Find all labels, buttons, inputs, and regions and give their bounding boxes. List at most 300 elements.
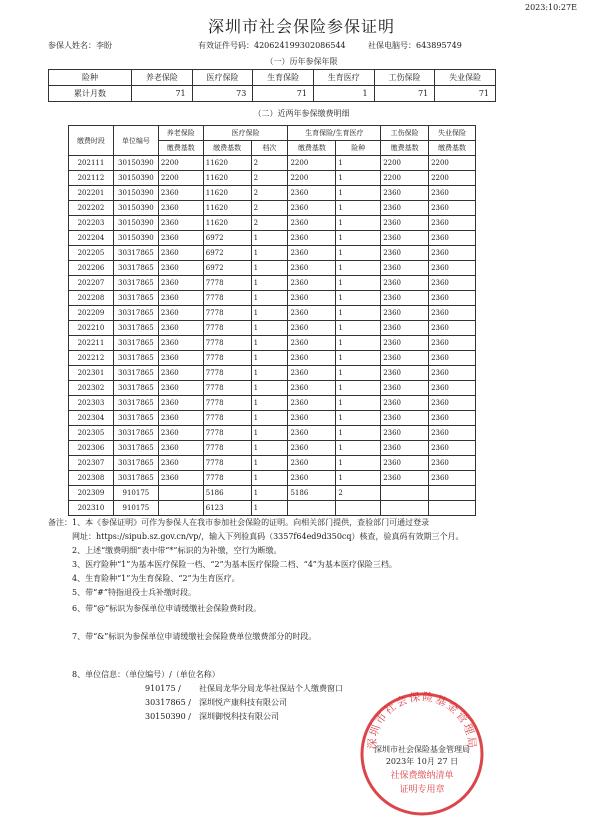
table-cell: 1	[251, 351, 288, 366]
table-row	[69, 156, 476, 171]
table-cell: 30317865	[113, 366, 158, 381]
summary-value-row	[49, 86, 496, 102]
table-cell: 1	[336, 171, 381, 186]
seal-date: 2023年 10月 27 日	[385, 757, 459, 766]
table-row	[69, 276, 476, 291]
table-cell: 30317865	[113, 411, 158, 426]
table-cell: 2360	[429, 321, 476, 336]
table-cell: 2360	[158, 186, 203, 201]
table-cell: 2360	[158, 231, 203, 246]
table-cell: 2360	[288, 351, 336, 366]
unit-item: 910175 / 社保局龙华分局龙华社保站个人缴费窗口	[145, 684, 343, 693]
table-cell: 30317865	[113, 306, 158, 321]
table-cell: 30317865	[113, 276, 158, 291]
table-cell: 30150390	[113, 201, 158, 216]
table-cell: 1	[251, 381, 288, 396]
table-cell: 202205	[69, 246, 114, 261]
table-row	[69, 486, 476, 501]
table-cell: 2360	[288, 246, 336, 261]
table-cell: 2	[251, 186, 288, 201]
table-cell: 1	[251, 321, 288, 336]
table-cell: 30317865	[113, 351, 158, 366]
table-cell: 2360	[381, 381, 429, 396]
table-cell: 2360	[381, 291, 429, 306]
insured-name: 参保人姓名：李盼	[48, 41, 112, 50]
summary-value: 71	[253, 86, 314, 102]
table-cell: 2360	[429, 231, 476, 246]
table-cell: 2360	[381, 321, 429, 336]
table-cell: 7778	[203, 306, 251, 321]
table-cell: 2360	[429, 411, 476, 426]
table-cell: 1	[251, 396, 288, 411]
table-row	[69, 216, 476, 231]
header-maternity: 生育保险/生育医疗	[288, 126, 381, 141]
table-cell: 2360	[429, 471, 476, 486]
table-cell: 30317865	[113, 426, 158, 441]
table-cell: 1	[336, 381, 381, 396]
header-injury: 工伤保险	[381, 126, 429, 141]
table-cell: 2360	[158, 321, 203, 336]
table-row	[69, 366, 476, 381]
si-number: 社保电脑号：643895749	[368, 41, 462, 50]
table-cell: 30150390	[113, 231, 158, 246]
table-cell: 2200	[381, 156, 429, 171]
table-cell: 2	[251, 216, 288, 231]
table-row	[69, 201, 476, 216]
table-row	[69, 471, 476, 486]
seal-line4: 证明专用章	[399, 785, 445, 795]
table-cell: 1	[251, 441, 288, 456]
table-cell: 2200	[429, 171, 476, 186]
table-cell: 2360	[381, 276, 429, 291]
table-cell: 2360	[288, 471, 336, 486]
note-5: 5、带“#”特指退役士兵补缴时段。	[72, 588, 196, 597]
table-cell: 2360	[429, 351, 476, 366]
summary-header-cell: 失业保险	[435, 70, 496, 86]
notes	[48, 516, 464, 600]
table-cell: 202206	[69, 261, 114, 276]
table-row	[69, 306, 476, 321]
table-cell: 30317865	[113, 261, 158, 276]
table-cell: 1	[336, 201, 381, 216]
table-cell: 2360	[158, 216, 203, 231]
table-cell: 30317865	[113, 321, 158, 336]
table-cell: 202204	[69, 231, 114, 246]
table-cell: 2360	[158, 426, 203, 441]
table-row	[69, 381, 476, 396]
subheader-type: 险种	[336, 141, 381, 156]
table-cell: 2360	[158, 306, 203, 321]
table-cell	[429, 501, 476, 516]
table-cell: 1	[251, 471, 288, 486]
table-cell: 202302	[69, 381, 114, 396]
table-cell: 1	[336, 426, 381, 441]
table-cell: 30317865	[113, 396, 158, 411]
unit-item: 30150390 / 深圳御悦科技有限公司	[145, 712, 279, 721]
summary-header-cell: 险种	[49, 70, 132, 86]
table-row	[69, 411, 476, 426]
summary-row-label: 累计月数	[49, 86, 132, 102]
table-cell: 1	[336, 366, 381, 381]
table-cell: 2360	[381, 246, 429, 261]
table-row	[69, 336, 476, 351]
header-medical: 医疗保险	[203, 126, 288, 141]
table-cell: 2360	[429, 441, 476, 456]
detail-header-row	[69, 126, 476, 141]
table-cell: 1	[251, 291, 288, 306]
print-timestamp: 2023:10:27E	[525, 3, 577, 12]
table-cell: 2360	[429, 306, 476, 321]
table-cell: 1	[251, 276, 288, 291]
table-cell: 2360	[288, 456, 336, 471]
table-cell: 2360	[381, 231, 429, 246]
table-cell: 30317865	[113, 471, 158, 486]
table-cell: 2360	[429, 261, 476, 276]
table-cell: 1	[336, 246, 381, 261]
table-cell: 7778	[203, 396, 251, 411]
table-cell: 30150390	[113, 171, 158, 186]
table-cell: 202208	[69, 291, 114, 306]
table-row	[69, 246, 476, 261]
note-8: 8、单位信息：（单位编号）/（单位名称）	[72, 670, 220, 679]
table-cell: 2	[251, 156, 288, 171]
table-cell	[158, 501, 203, 516]
table-cell: 2360	[429, 456, 476, 471]
table-cell: 30317865	[113, 441, 158, 456]
table-cell: 7778	[203, 276, 251, 291]
table-cell: 2360	[158, 246, 203, 261]
note-3: 3、医疗险种“1”为基本医疗保险一档、“2”为基本医疗保险二档、“4”为基本医疗保险三档。	[72, 560, 397, 569]
table-cell: 2360	[288, 366, 336, 381]
table-cell: 7778	[203, 291, 251, 306]
table-cell: 2200	[429, 156, 476, 171]
table-cell: 2360	[158, 276, 203, 291]
table-cell: 30150390	[113, 186, 158, 201]
table-cell	[381, 501, 429, 516]
table-cell: 2360	[288, 381, 336, 396]
table-cell: 7778	[203, 471, 251, 486]
table-cell: 2360	[288, 216, 336, 231]
table-cell: 2360	[381, 186, 429, 201]
note-7: 7、带“&”标识为参保单位申请缓缴社会保险费单位缴费部分的时段。	[72, 632, 317, 641]
table-cell: 2360	[158, 411, 203, 426]
table-cell: 2360	[288, 336, 336, 351]
table-cell: 1	[251, 501, 288, 516]
table-cell: 2360	[381, 201, 429, 216]
section-detail-title: （二）近两年参保缴费明细	[253, 109, 350, 118]
table-cell: 30317865	[113, 291, 158, 306]
table-cell: 6972	[203, 231, 251, 246]
table-cell: 2360	[288, 291, 336, 306]
table-cell: 1	[336, 321, 381, 336]
table-cell: 2360	[381, 306, 429, 321]
table-cell: 1	[251, 486, 288, 501]
table-cell: 1	[251, 231, 288, 246]
table-cell: 2360	[429, 216, 476, 231]
table-cell: 7778	[203, 381, 251, 396]
seal-line3: 社保费缴纳清单	[390, 771, 454, 781]
summary-value: 71	[435, 86, 496, 102]
table-cell: 1	[336, 411, 381, 426]
table-cell: 202303	[69, 396, 114, 411]
table-cell	[158, 486, 203, 501]
table-cell: 1	[336, 471, 381, 486]
table-cell: 2360	[288, 426, 336, 441]
table-cell: 2360	[429, 381, 476, 396]
table-cell: 1	[251, 426, 288, 441]
table-cell: 202306	[69, 441, 114, 456]
table-cell: 30150390	[113, 216, 158, 231]
table-cell: 2360	[288, 201, 336, 216]
header-pension: 养老保险	[158, 126, 203, 141]
table-cell: 202211	[69, 336, 114, 351]
table-cell: 2360	[381, 261, 429, 276]
table-cell: 1	[336, 216, 381, 231]
note-2: 2、上述“缴费明细”表中带“*”标识的为补缴，空行为断缴。	[72, 546, 282, 555]
table-cell	[288, 501, 336, 516]
table-cell: 202307	[69, 456, 114, 471]
table-cell: 202201	[69, 186, 114, 201]
id-number: 有效证件号码：420624199302086544	[198, 41, 346, 50]
table-cell: 11620	[203, 171, 251, 186]
table-cell: 30317865	[113, 336, 158, 351]
note-4: 4、生育险种“1”为生育保险、“2”为生育医疗。	[72, 574, 240, 583]
detail-body	[69, 156, 476, 516]
table-cell: 2	[251, 171, 288, 186]
table-cell: 202305	[69, 426, 114, 441]
note-1a: 备注：1、本《参保证明》可作为参保人在我市参加社会保险的证明。向相关部门提供，查验部门可通过登录	[48, 518, 430, 527]
table-row	[69, 396, 476, 411]
note-6: 6、带“@”标识为参保单位申请缓缴社会保险费时段。	[72, 604, 262, 613]
table-cell: 1	[251, 261, 288, 276]
table-cell: 1	[336, 291, 381, 306]
table-cell: 1	[251, 456, 288, 471]
table-cell: 6123	[203, 501, 251, 516]
header-unemployment: 失业保险	[429, 126, 476, 141]
table-cell: 5186	[203, 486, 251, 501]
table-cell: 30317865	[113, 381, 158, 396]
table-cell: 1	[336, 351, 381, 366]
table-cell: 202202	[69, 201, 114, 216]
table-cell: 5186	[288, 486, 336, 501]
table-cell: 2360	[381, 396, 429, 411]
table-cell: 2200	[158, 156, 203, 171]
table-cell: 202112	[69, 171, 114, 186]
summary-header-cell: 工伤保险	[374, 70, 435, 86]
table-cell: 7778	[203, 411, 251, 426]
table-row	[69, 231, 476, 246]
table-cell	[336, 501, 381, 516]
table-cell: 11620	[203, 201, 251, 216]
table-cell: 2360	[288, 321, 336, 336]
subheader-grade: 档次	[251, 141, 288, 156]
table-cell: 2360	[429, 246, 476, 261]
table-cell: 2360	[158, 336, 203, 351]
table-cell: 1	[336, 231, 381, 246]
table-cell: 2360	[288, 276, 336, 291]
table-cell: 1	[336, 306, 381, 321]
table-row	[69, 426, 476, 441]
table-cell: 2360	[429, 396, 476, 411]
document-title: 深圳市社会保险参保证明	[207, 17, 395, 36]
table-cell: 2360	[381, 216, 429, 231]
subheader-base: 缴费基数	[381, 141, 429, 156]
table-cell: 30317865	[113, 246, 158, 261]
table-cell: 2360	[381, 471, 429, 486]
table-cell: 202203	[69, 216, 114, 231]
summary-value: 73	[192, 86, 253, 102]
table-cell: 2360	[288, 261, 336, 276]
table-cell: 2360	[429, 201, 476, 216]
table-cell: 7778	[203, 366, 251, 381]
header-unit: 单位编号	[113, 126, 158, 156]
table-cell: 1	[251, 366, 288, 381]
note-1b: 网址：https://sipub.sz.gov.cn/vp/，输入下列验真码（3357f64ed9d350cq）核查，验真码有效期三个月。	[72, 532, 464, 541]
table-cell: 2360	[381, 426, 429, 441]
official-seal	[358, 690, 486, 818]
table-cell	[381, 486, 429, 501]
table-cell: 202308	[69, 471, 114, 486]
table-row	[69, 171, 476, 186]
table-cell: 1	[336, 441, 381, 456]
unit-item: 30317865 / 深圳悦产康科技有限公司	[145, 698, 287, 707]
table-row	[69, 501, 476, 516]
summary-header-cell: 生育保险	[253, 70, 314, 86]
table-cell: 2360	[158, 366, 203, 381]
table-row	[69, 441, 476, 456]
table-row	[69, 456, 476, 471]
table-cell: 202309	[69, 486, 114, 501]
table-cell: 2360	[158, 201, 203, 216]
table-cell: 2360	[381, 456, 429, 471]
table-cell: 2360	[429, 426, 476, 441]
table-cell: 30150390	[113, 156, 158, 171]
section-years-title: （一）历年参保年限	[265, 57, 338, 66]
table-cell: 2360	[288, 186, 336, 201]
table-cell: 1	[251, 246, 288, 261]
subheader-base: 缴费基数	[158, 141, 203, 156]
table-cell: 910175	[113, 501, 158, 516]
summary-value: 71	[132, 86, 193, 102]
table-cell: 2360	[288, 411, 336, 426]
table-cell: 11620	[203, 156, 251, 171]
table-cell: 2360	[158, 456, 203, 471]
table-cell: 202207	[69, 276, 114, 291]
table-cell: 2360	[429, 276, 476, 291]
table-cell: 202111	[69, 156, 114, 171]
table-cell: 11620	[203, 186, 251, 201]
seal-arc-text: 深圳市社会保险基金管理局	[365, 690, 479, 750]
table-cell: 910175	[113, 486, 158, 501]
table-cell: 2360	[429, 291, 476, 306]
table-cell: 2360	[381, 336, 429, 351]
table-cell: 1	[336, 336, 381, 351]
table-cell: 2	[336, 486, 381, 501]
table-cell: 2360	[158, 261, 203, 276]
table-cell: 2200	[381, 171, 429, 186]
table-cell: 1	[336, 261, 381, 276]
table-cell: 7778	[203, 336, 251, 351]
summary-header-cell: 生育医疗	[313, 70, 374, 86]
table-cell: 2360	[158, 351, 203, 366]
table-cell: 1	[251, 306, 288, 321]
table-cell: 2360	[288, 231, 336, 246]
table-cell: 2200	[158, 171, 203, 186]
table-cell: 202210	[69, 321, 114, 336]
table-cell: 30317865	[113, 456, 158, 471]
table-cell: 2360	[381, 351, 429, 366]
table-row	[69, 261, 476, 276]
table-cell: 2	[251, 201, 288, 216]
table-cell: 202209	[69, 306, 114, 321]
table-cell: 2360	[158, 381, 203, 396]
table-cell: 202301	[69, 366, 114, 381]
table-cell: 2360	[158, 441, 203, 456]
summary-table	[48, 69, 496, 102]
header-period: 缴费时段	[69, 126, 114, 156]
table-cell: 1	[336, 276, 381, 291]
subheader-base: 缴费基数	[288, 141, 336, 156]
subheader-base: 缴费基数	[429, 141, 476, 156]
table-cell: 2360	[288, 396, 336, 411]
subheader-base: 缴费基数	[203, 141, 251, 156]
seal-line1: 深圳市社会保险基金管理局	[374, 745, 470, 754]
table-cell: 2360	[429, 186, 476, 201]
table-cell: 6972	[203, 246, 251, 261]
detail-table	[68, 125, 476, 516]
table-cell: 2360	[158, 471, 203, 486]
table-cell: 2200	[288, 171, 336, 186]
table-cell: 1	[251, 411, 288, 426]
table-cell: 1	[336, 396, 381, 411]
table-cell: 2360	[288, 306, 336, 321]
table-cell: 1	[251, 336, 288, 351]
table-cell: 2360	[381, 411, 429, 426]
summary-value: 71	[374, 86, 435, 102]
table-cell: 7778	[203, 321, 251, 336]
table-row	[69, 186, 476, 201]
table-cell: 6972	[203, 261, 251, 276]
table-cell: 202310	[69, 501, 114, 516]
table-row	[69, 321, 476, 336]
table-cell: 202212	[69, 351, 114, 366]
summary-header-cell: 医疗保险	[192, 70, 253, 86]
table-cell: 2360	[429, 336, 476, 351]
table-cell: 2200	[288, 156, 336, 171]
table-cell: 7778	[203, 441, 251, 456]
table-cell: 7778	[203, 456, 251, 471]
table-cell: 7778	[203, 351, 251, 366]
summary-header-cell: 养老保险	[132, 70, 193, 86]
table-cell: 2360	[381, 366, 429, 381]
table-cell: 2360	[158, 396, 203, 411]
table-cell: 1	[336, 186, 381, 201]
unit-list	[145, 682, 343, 724]
table-cell: 202304	[69, 411, 114, 426]
table-cell: 11620	[203, 216, 251, 231]
table-cell: 2360	[381, 441, 429, 456]
table-row	[69, 351, 476, 366]
table-cell: 2360	[158, 291, 203, 306]
table-cell: 2360	[288, 441, 336, 456]
table-row	[69, 291, 476, 306]
summary-value: 1	[313, 86, 374, 102]
summary-header-row	[49, 70, 496, 86]
table-cell: 7778	[203, 426, 251, 441]
table-cell	[429, 486, 476, 501]
table-cell: 2360	[429, 366, 476, 381]
table-cell: 1	[336, 156, 381, 171]
